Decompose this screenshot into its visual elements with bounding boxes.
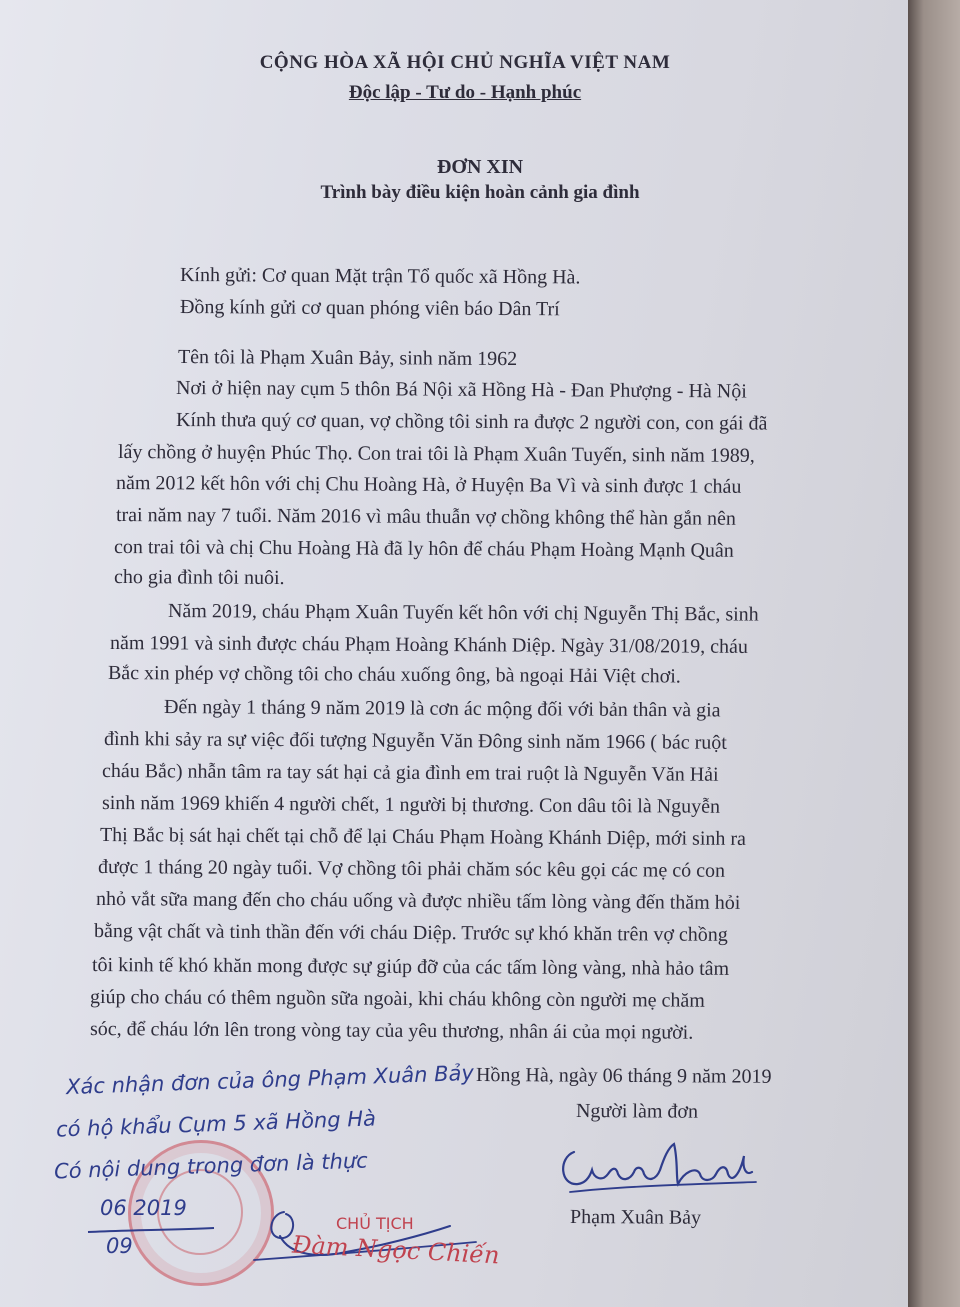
motto: Độc lập - Tư do - Hạnh phúc <box>348 82 582 103</box>
body-line: bằng vật chất và tinh thần đến với cháu Diệp. Trước sự khó khăn trên vợ chồng <box>93 920 728 946</box>
body-line: tôi kinh tế khó khăn mong được sự giúp đỡ của các tấm lòng vàng, nhà hảo tâm <box>91 954 730 980</box>
document-title: ĐƠN XIN <box>436 156 524 178</box>
body-line: Đến ngày 1 tháng 9 năm 2019 là cơn ác mộng đối với bản thân và gia <box>163 696 721 722</box>
official-title: CHỦ TỊCH <box>336 1214 414 1233</box>
body-line: được 1 tháng 20 ngày tuổi. Vợ chồng tôi phải chăm sóc kêu gọi các mẹ có con <box>97 856 726 882</box>
recipient-line: Đồng kính gửi cơ quan phóng viên báo Dân Trí <box>179 296 560 321</box>
body-line: sóc, để cháu lớn lên trong vòng tay của yêu thương, nhân ái của mọi người. <box>89 1018 694 1044</box>
place-date: Hồng Hà, ngày 06 tháng 9 năm 2019 <box>475 1064 772 1088</box>
handwritten-date: 09 <box>106 1234 133 1258</box>
handwritten-confirmation: Có nội dung trong đơn là thực <box>53 1148 369 1184</box>
body-line: năm 1991 và sinh được cháu Phạm Hoàng Khánh Diệp. Ngày 31/08/2019, cháu <box>109 632 749 658</box>
handwritten-confirmation: Xác nhận đơn của ông Phạm Xuân Bảy <box>65 1060 475 1100</box>
body-line: nhỏ vắt sữa mang đến cho cháu uống và được nhiều tấm lòng vàng đến thăm hỏi <box>95 888 741 914</box>
nation-header: CỘNG HÒA XÃ HỘI CHỦ NGHĨA VIỆT NAM <box>259 52 671 73</box>
body-line: cho gia đình tôi nuôi. <box>113 566 285 590</box>
body-line: cháu Bắc) nhẫn tâm ra tay sát hại cả gia đình em trai ruột là Nguyễn Văn Hải <box>101 760 719 786</box>
official-name: Đàm Ngọc Chiến <box>291 1230 501 1270</box>
applicant-signature <box>556 1130 766 1200</box>
signer-title: Người làm đơn <box>575 1100 699 1123</box>
body-line: con trai tôi và chị Chu Hoàng Hà đã ly hôn để cháu Phạm Hoàng Mạnh Quân <box>113 536 734 562</box>
body-line: Kính thưa quý cơ quan, vợ chồng tôi sinh ra được 2 người con, con gái đã <box>175 409 768 435</box>
body-line: Nơi ở hiện nay cụm 5 thôn Bá Nội xã Hồng Hà - Đan Phượng - Hà Nội <box>175 377 747 403</box>
document-subtitle: Trình bày điều kiện hoàn cảnh gia đình <box>320 182 640 203</box>
body-line: Tên tôi là Phạm Xuân Bảy, sinh năm 1962 <box>177 346 518 371</box>
body-line: giúp cho cháu có thêm nguồn sữa ngoài, khi cháu không còn người mẹ chăm <box>89 986 705 1012</box>
handwritten-date: 06 2019 <box>100 1196 187 1220</box>
body-line: Thị Bắc bị sát hại chết tại chỗ để lại Cháu Phạm Hoàng Khánh Diệp, mới sinh ra <box>99 824 747 850</box>
body-line: sinh năm 1969 khiến 4 người chết, 1 người bị thương. Con dâu tôi là Nguyễn <box>101 792 721 818</box>
background-edge <box>908 0 960 1307</box>
body-line: lấy chồng ở huyện Phúc Thọ. Con trai tôi là Phạm Xuân Tuyến, sinh năm 1989, <box>117 441 755 467</box>
handwritten-confirmation: có hộ khẩu Cụm 5 xã Hồng Hà <box>55 1106 377 1142</box>
body-line: đình khi sảy ra sự việc đối tượng Nguyễn Văn Đông sinh năm 1966 ( bác ruột <box>103 728 727 754</box>
body-line: năm 2012 kết hôn với chị Chu Hoàng Hà, ở Huyện Ba Vì và sinh được 1 cháu <box>115 472 742 498</box>
body-line: Năm 2019, cháu Phạm Xuân Tuyến kết hôn với chị Nguyễn Thị Bắc, sinh <box>167 600 759 626</box>
signer-name: Phạm Xuân Bảy <box>569 1206 702 1229</box>
body-line: trai năm nay 7 tuổi. Năm 2016 vì mâu thuẫn vợ chồng không thể hàn gắn nên <box>115 504 736 530</box>
body-line: Bắc xin phép vợ chồng tôi cho cháu xuống ông, bà ngoại Hải Việt chơi. <box>107 662 681 688</box>
recipient-line: Kính gửi: Cơ quan Mặt trận Tổ quốc xã Hồng Hà. <box>179 264 581 289</box>
